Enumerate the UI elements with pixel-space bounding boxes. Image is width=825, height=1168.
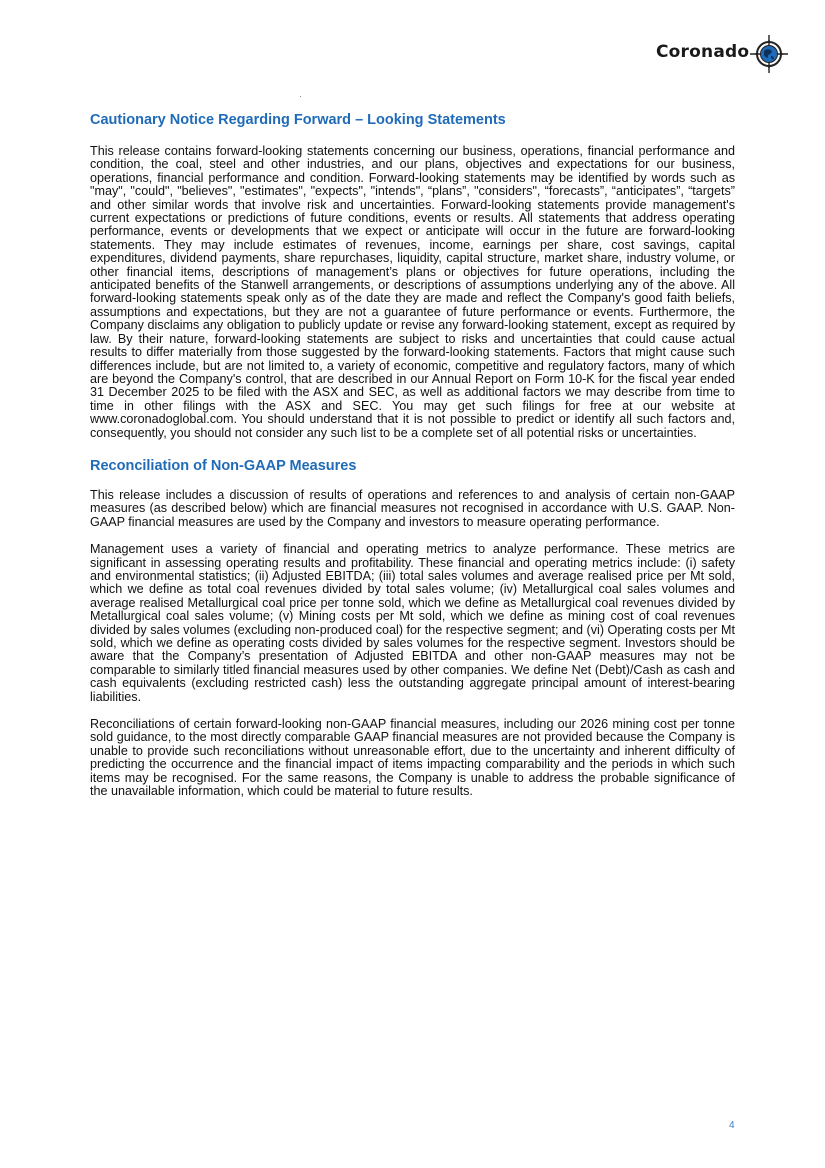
stray-mark — [300, 96, 301, 97]
paragraph-non-gaap-metrics: Management uses a variety of financial and operating metrics to analyze performance. These metrics are significant in assessing operating results and profitability. These financial and operating metrics include: (i) safety and environmental statistics; (ii) Adjusted EBITDA; (iii) total sales volumes and average realised price per Mt sold, which we define as total coal revenues divided by total sales volume; (iv) Metallurgical coal sales volumes and average realised Metallurgical coal price per tonne sold, which we define as Metallurgical coal revenues divided by Metallurgical coal sales volume; (v) Mining costs per Mt sold, which we define as mining cost of coal revenues divided by sales volumes (excluding non-produced coal) for the respective segment; and (vi) Operating costs per Mt sold, which we define as operating costs divided by sales volumes for the respective segment. Investors should be aware that the Company’s presentation of Adjusted EBITDA and other non-GAAP measures may not be comparable to similarly titled financial measures used by other companies. We define Net (Debt)/Cash as cash and cash equivalents (excluding restricted cash) less the outstanding aggregate principal amount of interest-bearing liabilities. — [90, 542, 735, 704]
paragraph-non-gaap-reconciliations: Reconciliations of certain forward-looking non-GAAP financial measures, including our 2026 mining cost per tonne sold guidance, to the most directly comparable GAAP financial measures are not provided because the Company is unable to provide such reconciliations without unreasonable effort, due to the uncertainty and inherent difficulty of predicting the occurrence and the financial impact of items impacting comparability and the periods in which such items may be recognised. For the same reasons, the Company is unable to address the probable significance of the unavailable information, which could be material to future results. — [90, 717, 735, 799]
company-logo — [654, 34, 794, 74]
paragraph-forward-looking: This release contains forward-looking statements concerning our business, operations, financial performance and condition, the coal, steel and other industries, and our plans, objectives and expectations for our business, operations, financial performance and condition. Forward-looking statements may be identified by words such as "may", "could", "believes", "estimates", "expects", "intends", “plans”, "considers", “forecasts”, “anticipates”, “targets” and other similar words that involve risk and uncertainties. Forward-looking statements provide management's current expectations or predictions of future conditions, events or results. All statements that address operating performance, events or developments that we expect or anticipate will occur in the future are forward-looking statements. They may include estimates of revenues, income, earnings per share, cost savings, capital expenditures, dividend payments, share repurchases, liquidity, capital structure, market share, industry volume, or other financial items, descriptions of management’s plans or objectives for future operations, including the anticipated benefits of the Stanwell arrangements, or descriptions of assumptions underlying any of the above. All forward-looking statements speak only as of the date they are made and reflect the Company's good faith beliefs, assumptions and expectations, but they are not a guarantee of future performance or events. Furthermore, the Company disclaims any obligation to publicly update or revise any forward-looking statement, except as required by law. By their nature, forward-looking statements are subject to risks and uncertainties that could cause actual results to differ materially from those suggested by the forward-looking statements. Factors that might cause such differences include, but are not limited to, a variety of economic, competitive and regulatory factors, many of which are beyond the Company's control, that are described in our Annual Report on Form 10-K for the fiscal year ended 31 December 2025 to be filed with the ASX and SEC, as well as additional factors we may describe from time to time in other filings with the ASX and SEC. You may get such filings for free at our website at www.coronadoglobal.com. You should understand that it is not possible to predict or identify all such factors and, consequently, you should not consider any such list to be a complete set of all potential risks or uncertainties. — [90, 144, 735, 440]
logo-wordmark: Coronado — [656, 42, 750, 62]
compass-globe-icon — [749, 34, 789, 74]
section-heading-forward-looking: Cautionary Notice Regarding Forward – Looking Statements — [90, 112, 506, 128]
paragraph-non-gaap-intro: This release includes a discussion of results of operations and references to and analysis of certain non-GAAP measures (as described below) which are financial measures not recognised in accordance with U.S. GAAP. Non-GAAP financial measures are used by the Company and investors to measure operating performance. — [90, 487, 735, 529]
page-number: 4 — [729, 1120, 735, 1131]
document-body — [90, 110, 735, 798]
section-heading-non-gaap: Reconciliation of Non-GAAP Measures — [90, 457, 357, 474]
